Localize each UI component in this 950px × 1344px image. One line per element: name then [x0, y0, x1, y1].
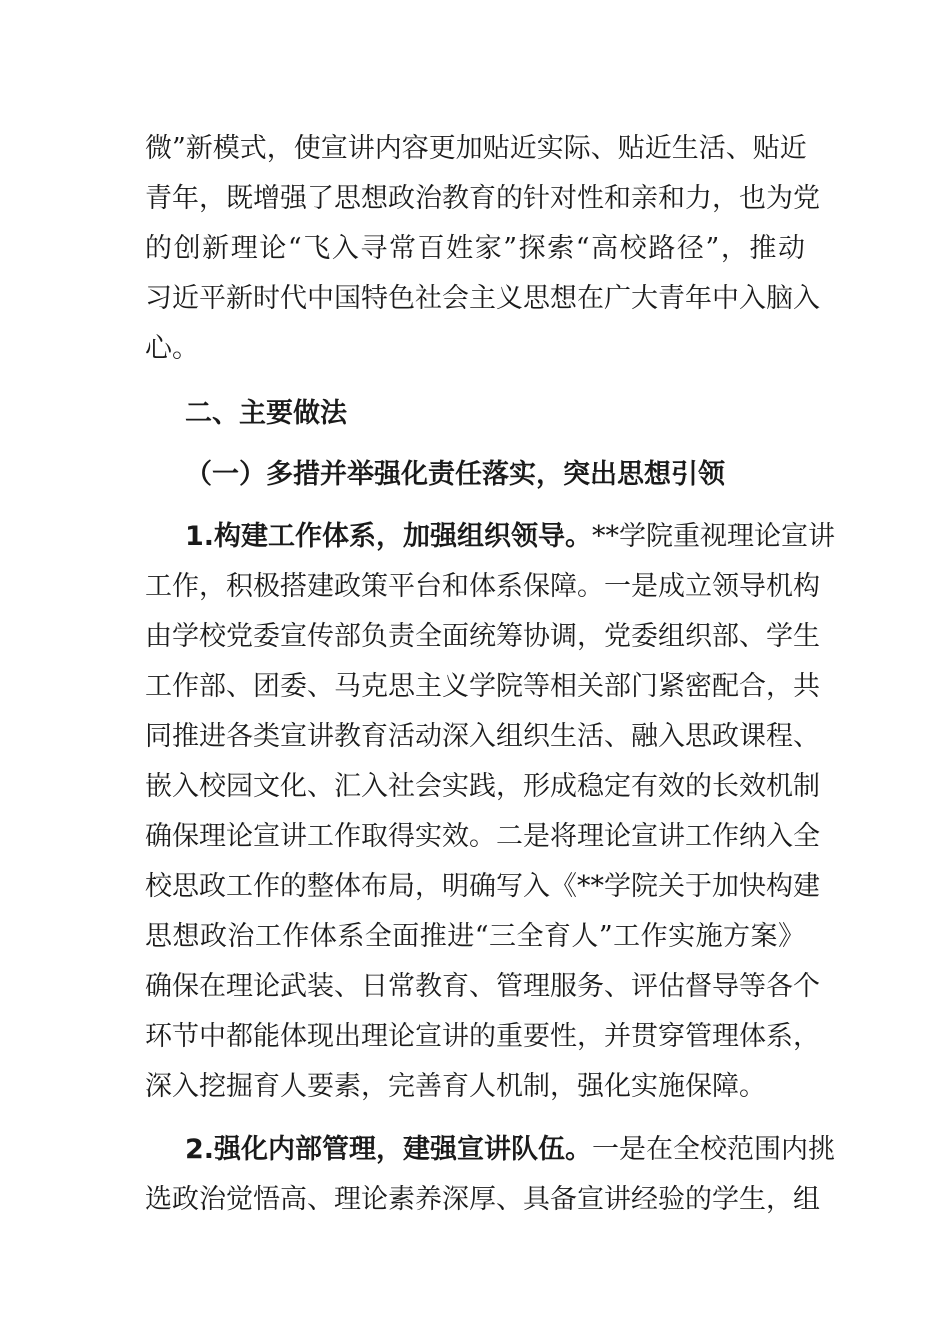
- paragraph-line: 深入挖掘育人要素，完善育人机制，强化实施保障。: [145, 1071, 766, 1102]
- paragraph-line: 工作部、团委、马克思主义学院等相关部门紧密配合，共: [145, 671, 820, 702]
- paragraph-line: 确保在理论武装、日常教育、管理服务、评估督导等各个: [145, 971, 820, 1002]
- item-heading: 构建工作体系，加强组织领导。: [214, 521, 593, 552]
- paragraph-line: 微”新模式，使宣讲内容更加贴近实际、贴近生活、贴近: [145, 133, 807, 164]
- paragraph-line: 环节中都能体现出理论宣讲的重要性，并贯穿管理体系，: [145, 1021, 820, 1052]
- paragraph-line: 由学校党委宣传部负责全面统筹协调，党委组织部、学生: [145, 621, 820, 652]
- paragraph-line: 校思政工作的整体布局，明确写入《**学院关于加快构建: [145, 871, 820, 902]
- item-number: 2.: [185, 1134, 215, 1165]
- subsection-heading: （一）多措并举强化责任落实，突出思想引领: [185, 459, 725, 490]
- paragraph-line: 习近平新时代中国特色社会主义思想在广大青年中入脑入: [145, 283, 820, 314]
- paragraph-line: 嵌入校园文化、汇入社会实践，形成稳定有效的长效机制: [145, 771, 820, 802]
- paragraph-line: 思想政治工作体系全面推进“三全育人”工作实施方案》: [145, 921, 805, 952]
- paragraph-line: 同推进各类宣讲教育活动深入组织生活、融入思政课程、: [145, 721, 820, 752]
- item-text: 一是在全校范围内挑: [592, 1134, 836, 1165]
- paragraph-line: 选政治觉悟高、理论素养深厚、具备宣讲经验的学生，组: [145, 1184, 820, 1215]
- paragraph-line: 确保理论宣讲工作取得实效。二是将理论宣讲工作纳入全: [145, 821, 820, 852]
- item-heading-line: [185, 1133, 836, 1167]
- item-number: 1.: [185, 521, 215, 552]
- paragraph-line: 青年，既增强了思想政治教育的针对性和亲和力，也为党: [145, 183, 820, 214]
- paragraph-line: 的创新理论“飞入寻常百姓家”探索“高校路径”，推动: [145, 233, 805, 264]
- section-heading: 二、主要做法: [185, 398, 347, 429]
- item-heading: 强化内部管理，建强宣讲队伍。: [214, 1134, 593, 1165]
- item-text: **学院重视理论宣讲: [592, 521, 836, 552]
- paragraph-line: 工作，积极搭建政策平台和体系保障。一是成立领导机构: [145, 571, 820, 602]
- paragraph-line: 心。: [145, 333, 199, 364]
- item-heading-line: [185, 520, 836, 554]
